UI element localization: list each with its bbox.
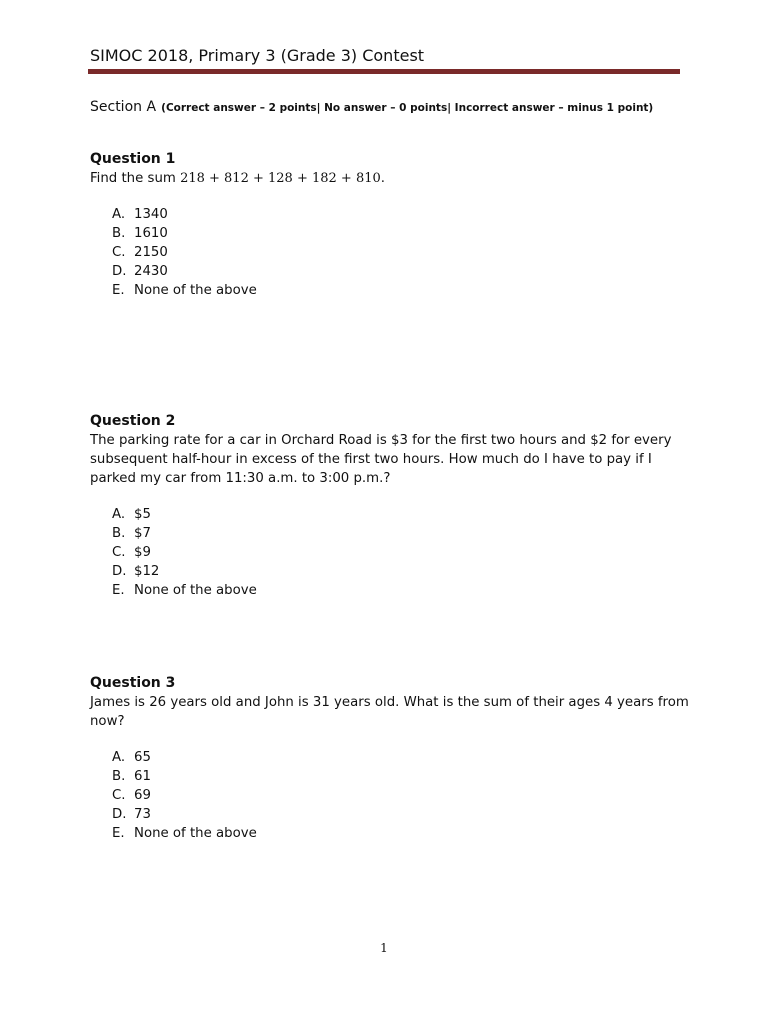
- page-number: 1: [380, 941, 388, 955]
- option-text: $12: [134, 564, 160, 579]
- option-letter: A.: [112, 207, 126, 222]
- question-text: [90, 169, 690, 188]
- option-text: None of the above: [134, 283, 257, 298]
- answer-option[interactable]: [90, 205, 690, 224]
- question-text: The parking rate for a car in Orchard Road is $3 for the first two hours and $2 for every subsequent half-hour in excess of the first two hours. How much do I have to pay if I parked my car from 11:30 a.m. to 3:00 p.m.?: [90, 433, 672, 486]
- document-header-title: SIMOC 2018, Primary 3 (Grade 3) Contest: [90, 46, 425, 65]
- answer-option[interactable]: [90, 748, 690, 767]
- question-text-prefix: Find the sum: [90, 171, 181, 186]
- answer-option[interactable]: [90, 243, 690, 262]
- option-letter: E.: [112, 583, 125, 598]
- option-text: 65: [134, 750, 151, 765]
- option-text: 73: [134, 807, 151, 822]
- question-heading: Question 1: [90, 151, 176, 167]
- option-letter: E.: [112, 826, 125, 841]
- option-text: None of the above: [134, 583, 257, 598]
- question-1: [90, 150, 690, 300]
- option-letter: A.: [112, 507, 126, 522]
- question-2: [90, 412, 690, 600]
- option-letter: D.: [112, 807, 127, 822]
- option-letter: C.: [112, 788, 126, 803]
- option-text: $9: [134, 545, 151, 560]
- section-scoring-rules: (Correct answer – 2 points| No answer – 0 points| Incorrect answer – minus 1 point): [161, 102, 654, 114]
- question-text-suffix: .: [380, 171, 385, 186]
- answer-option[interactable]: [90, 767, 690, 786]
- answer-option[interactable]: [90, 543, 690, 562]
- question-heading: Question 3: [90, 675, 176, 691]
- answer-option[interactable]: [90, 262, 690, 281]
- option-text: 2150: [134, 245, 168, 260]
- answer-options: [90, 748, 690, 843]
- option-letter: D.: [112, 564, 127, 579]
- answer-option[interactable]: [90, 805, 690, 824]
- option-text: 1340: [134, 207, 168, 222]
- question-3: [90, 674, 690, 843]
- option-text: 1610: [134, 226, 168, 241]
- answer-option[interactable]: [90, 224, 690, 243]
- option-letter: B.: [112, 226, 126, 241]
- option-text: $5: [134, 507, 151, 522]
- option-letter: B.: [112, 769, 126, 784]
- answer-option[interactable]: [90, 824, 690, 843]
- section-heading: [90, 96, 653, 115]
- option-text: 69: [134, 788, 151, 803]
- option-text: None of the above: [134, 826, 257, 841]
- answer-option[interactable]: [90, 786, 690, 805]
- option-letter: B.: [112, 526, 126, 541]
- option-text: $7: [134, 526, 151, 541]
- option-letter: A.: [112, 750, 126, 765]
- option-letter: E.: [112, 283, 125, 298]
- option-letter: C.: [112, 245, 126, 260]
- option-text: 61: [134, 769, 151, 784]
- option-text: 2430: [134, 264, 168, 279]
- header-divider: [88, 69, 680, 74]
- question-heading: Question 2: [90, 413, 176, 429]
- answer-options: [90, 505, 690, 600]
- section-title: Section A: [90, 99, 157, 115]
- answer-option[interactable]: [90, 581, 690, 600]
- option-letter: C.: [112, 545, 126, 560]
- answer-options: [90, 205, 690, 300]
- question-text: James is 26 years old and John is 31 years old. What is the sum of their ages 4 years from now?: [90, 695, 689, 729]
- answer-option[interactable]: [90, 281, 690, 300]
- answer-option[interactable]: [90, 524, 690, 543]
- math-expression: 218 + 812 + 128 + 182 + 810: [180, 171, 381, 186]
- answer-option[interactable]: [90, 562, 690, 581]
- answer-option[interactable]: [90, 505, 690, 524]
- option-letter: D.: [112, 264, 127, 279]
